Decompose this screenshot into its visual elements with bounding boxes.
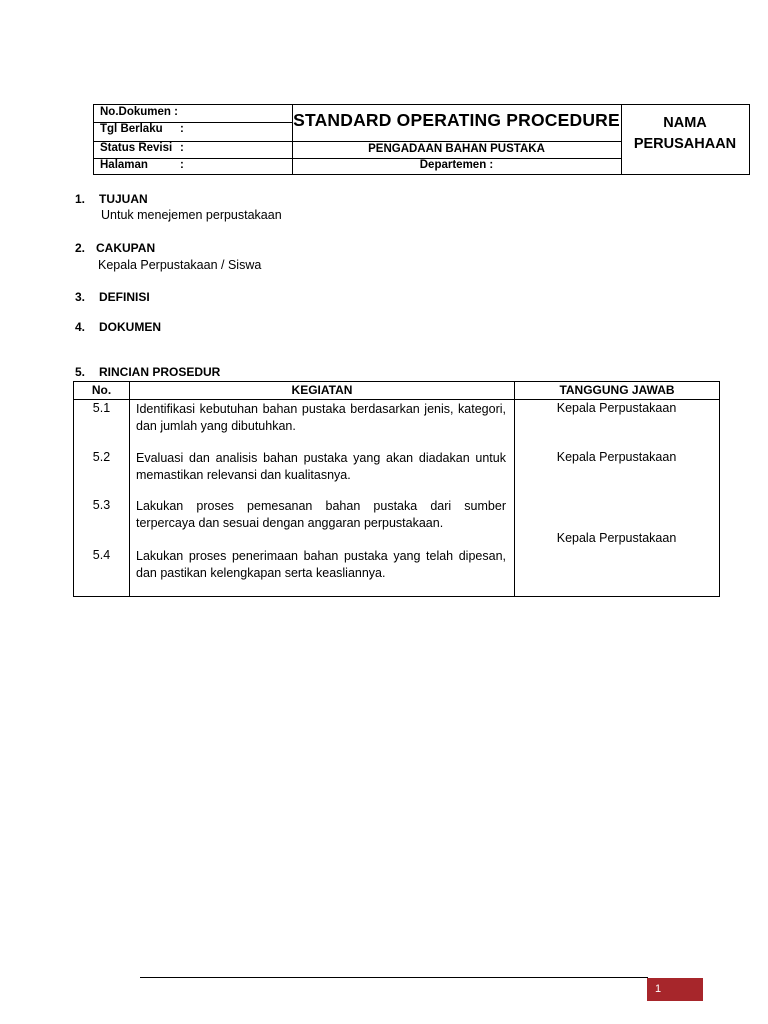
row-activity: Lakukan proses penerimaan bahan pustaka yang telah dipesan, dan pastikan kelengkapan serta keasliannya.	[136, 549, 506, 580]
row-activity: Identifikasi kebutuhan bahan pustaka berdasarkan jenis, kategori, dan jumlah yang dibutuhkan.	[136, 402, 506, 433]
title-block	[292, 105, 622, 174]
header-no: No.	[91, 383, 112, 397]
document-info	[94, 105, 293, 174]
sop-subtitle: PENGADAAN BAHAN PUSTAKA	[368, 143, 545, 155]
department-label: Departemen :	[419, 159, 494, 171]
header-activity: KEGIATAN	[291, 383, 353, 397]
header-divider	[74, 399, 719, 400]
company-block	[621, 105, 749, 174]
section-tujuan: 1. TUJUAN	[75, 192, 148, 206]
column-divider	[129, 382, 130, 596]
sop-title: STANDARD OPERATING PROCEDURE	[293, 110, 620, 130]
section-cakupan-body: Kepala Perpustakaan / Siswa	[98, 258, 262, 272]
row-number: 5.3	[92, 498, 111, 512]
section-cakupan: 2. CAKUPAN	[75, 241, 156, 255]
section-definisi: 3. DEFINISI	[75, 290, 150, 304]
row-responsible: Kepala Perpustakaan	[556, 450, 677, 464]
doc-number-field: No.Dokumen :	[100, 106, 178, 118]
section-rincian-prosedur: 5. RINCIAN PROSEDUR	[75, 365, 221, 379]
row-number: 5.2	[92, 450, 111, 464]
row-activity: Evaluasi dan analisis bahan pustaka yang akan diadakan untuk memastikan relevansi dan kualitasnya.	[136, 451, 506, 482]
revision-status-field: Status Revisi :	[100, 142, 184, 154]
row-number: 5.1	[92, 401, 111, 415]
section-dokumen: 4. DOKUMEN	[75, 320, 161, 334]
effective-date-field: Tgl Berlaku :	[100, 123, 184, 135]
section-tujuan-body: Untuk menejemen perpustakaan	[101, 208, 282, 222]
row-activity: Lakukan proses pemesanan bahan pustaka dari sumber terpercaya dan sesuai dengan anggaran perpustakaan.	[136, 499, 506, 530]
divider	[292, 141, 621, 142]
page-number-badge	[647, 978, 703, 1001]
header-responsible: TANGGUNG JAWAB	[559, 383, 675, 397]
sop-header	[93, 104, 750, 175]
footer-rule	[140, 977, 648, 978]
row-number: 5.4	[92, 548, 111, 562]
row-responsible: Kepala Perpustakaan	[556, 531, 677, 545]
procedure-table	[73, 381, 720, 597]
row-responsible: Kepala Perpustakaan	[556, 401, 677, 415]
page-field: Halaman :	[100, 159, 184, 171]
page-number: 1	[655, 983, 662, 995]
company-name: NAMA PERUSAHAAN	[633, 115, 737, 152]
